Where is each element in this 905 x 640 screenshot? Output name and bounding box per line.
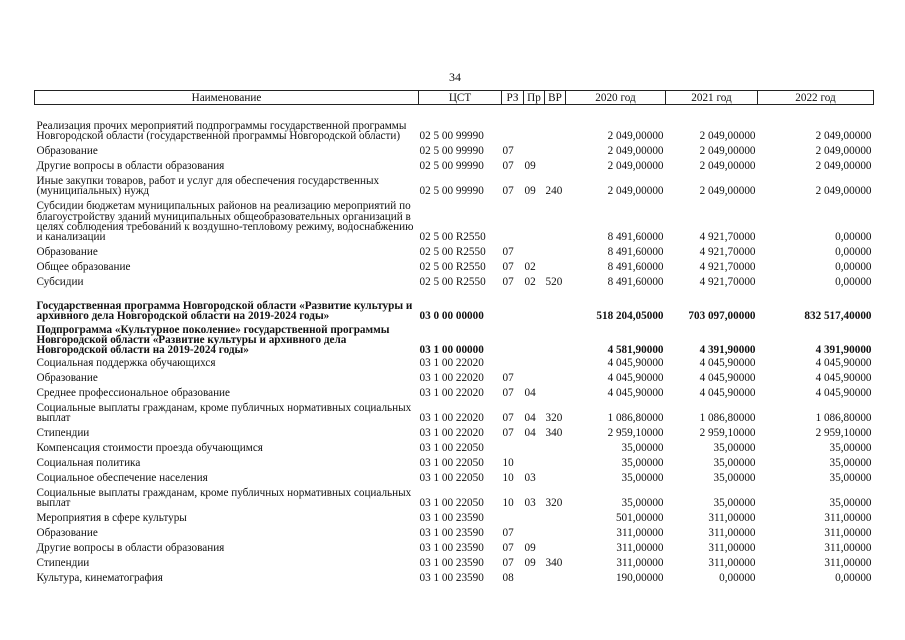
row-2020: 501,00000 [615,512,664,524]
row-vr: 340 [545,427,563,439]
row-name: Социальная поддержка обучающихся [36,357,216,370]
row-pr: 03 [524,497,536,509]
row-2022: 0,00000 [835,572,872,584]
row-2022: 0,00000 [835,261,872,273]
row-pr [524,454,545,469]
row-2020: 4 045,90000 [607,387,664,399]
row-pr: 09 [524,160,536,172]
row-cst: 03 1 00 23590 [419,542,484,554]
table-row [35,157,874,172]
row-name: Культура, кинематография [36,572,163,585]
table-row [35,469,874,484]
table-row [35,569,874,584]
row-2021: 4 921,70000 [699,276,756,288]
row-2021: 4 921,70000 [699,231,756,243]
row-rz: 07 [502,412,514,424]
row-name: Социальная политика [36,457,141,470]
table-row [35,524,874,539]
row-2022: 311,00000 [824,527,872,539]
row-vr [545,243,566,258]
row-2021: 703 097,00000 [688,310,756,322]
row-vr [545,356,566,369]
row-name: Другие вопросы в области образования [36,160,225,173]
table-row [35,356,874,369]
row-rz: 08 [502,572,514,584]
row-vr [545,439,566,454]
header-2022: 2022 год [758,91,874,105]
row-2020: 8 491,60000 [607,231,664,243]
table-row [35,243,874,258]
row-rz [502,322,524,356]
row-cst: 02 5 00 99990 [419,130,484,142]
row-name: Образование [36,372,98,385]
row-vr: 340 [545,557,563,569]
table-row [35,424,874,439]
table-row [35,554,874,569]
row-vr [545,369,566,384]
row-pr: 04 [524,412,536,424]
row-pr: 09 [524,185,536,197]
row-2020: 35,00000 [621,497,664,509]
row-vr [545,105,566,142]
row-name: Субсидии [36,276,84,289]
row-2022: 35,00000 [829,457,872,469]
table-row [35,454,874,469]
row-vr [545,469,566,484]
table-row [35,142,874,157]
row-2021: 2 049,00000 [699,130,756,142]
row-cst: 03 1 00 23590 [419,557,484,569]
row-cst: 02 5 00 R2550 [419,231,486,243]
row-2021: 4 921,70000 [699,246,756,258]
table-row [35,197,874,243]
row-2021: 4 391,90000 [699,344,756,356]
row-cst: 03 1 00 23590 [419,527,484,539]
row-2022: 0,00000 [835,276,872,288]
row-cst: 03 1 00 00000 [419,344,484,356]
row-name: Общее образование [36,261,131,274]
row-rz [502,105,524,142]
row-2022: 832 517,40000 [804,310,872,322]
row-2021: 4 921,70000 [699,261,756,273]
row-pr [524,322,545,356]
row-2022: 35,00000 [829,472,872,484]
row-2022: 4 045,90000 [815,372,872,384]
page-number: 34 [449,70,461,84]
row-2022: 1 086,80000 [815,412,872,424]
row-2022: 35,00000 [829,497,872,509]
row-2021: 4 045,90000 [699,357,756,369]
row-2022: 2 049,00000 [815,160,872,172]
row-2020: 8 491,60000 [607,276,664,288]
table-body [35,105,874,584]
row-2020: 4 581,90000 [607,344,664,356]
row-pr [524,524,545,539]
row-pr [524,569,545,584]
row-cst: 03 1 00 22050 [419,472,484,484]
row-cst: 03 1 00 22020 [419,387,484,399]
row-2020: 311,00000 [616,542,664,554]
row-vr: 320 [545,412,563,424]
budget-table [34,90,874,584]
row-2021: 311,00000 [708,512,756,524]
row-2021: 35,00000 [713,442,756,454]
row-2022: 2 049,00000 [815,145,872,157]
row-name: Мероприятия в сфере культуры [36,512,187,525]
row-name: Государственная программа Новгородской области «Развитие культуры и архивного дела Новгородской области на 2019-2024 годы» [36,299,413,323]
row-name: Образование [36,527,98,540]
row-2021: 35,00000 [713,497,756,509]
row-2022: 311,00000 [824,542,872,554]
row-vr [545,142,566,157]
row-2021: 2 049,00000 [699,145,756,157]
row-rz: 07 [502,542,514,554]
row-2020: 35,00000 [621,457,664,469]
row-2022: 0,00000 [835,246,872,258]
row-2020: 311,00000 [616,527,664,539]
row-pr: 04 [524,427,536,439]
row-cst: 03 1 00 22050 [419,497,484,509]
row-rz: 07 [502,387,514,399]
row-rz [502,288,524,322]
table-row [35,288,874,322]
row-pr [524,142,545,157]
row-name: Социальные выплаты гражданам, кроме публичных нормативных социальных выплат [36,401,412,425]
table-row [35,539,874,554]
row-cst: 02 5 00 99990 [419,185,484,197]
header-name: Наименование [35,91,419,105]
row-2020: 35,00000 [621,442,664,454]
row-2021: 311,00000 [708,557,756,569]
row-rz: 07 [502,185,514,197]
row-vr: 520 [545,276,563,288]
row-2021: 311,00000 [708,542,756,554]
row-pr [524,288,545,322]
row-vr: 320 [545,497,563,509]
row-2022: 2 959,10000 [815,427,872,439]
row-2021: 35,00000 [713,472,756,484]
row-vr [545,539,566,554]
row-rz: 07 [502,557,514,569]
table-row [35,172,874,197]
row-name: Подпрограмма «Культурное поколение» государственной программы Новгородской области «Развитие культуры и архивного дела Новгородской области на 2019-2024 годы» [36,323,390,357]
row-2020: 8 491,60000 [607,246,664,258]
header-pr: Пр [524,91,545,105]
row-2021: 2 959,10000 [699,427,756,439]
row-cst: 03 0 00 00000 [419,310,484,322]
row-2022: 0,00000 [835,231,872,243]
row-pr: 09 [524,542,536,554]
table-header-row [35,91,874,105]
row-vr [545,509,566,524]
row-rz: 07 [502,145,514,157]
row-name: Стипендии [36,557,90,570]
row-name: Социальное обеспечение населения [36,472,208,485]
row-cst: 03 1 00 22020 [419,357,484,369]
table-row [35,369,874,384]
row-name: Среднее профессиональное образование [36,387,231,400]
row-cst: 03 1 00 23590 [419,572,484,584]
row-2022: 2 049,00000 [815,130,872,142]
row-cst: 03 1 00 23590 [419,512,484,524]
row-pr: 09 [524,557,536,569]
row-vr: 240 [545,185,563,197]
header-2021: 2021 год [666,91,758,105]
row-cst: 02 5 00 R2550 [419,261,486,273]
row-2022: 4 391,90000 [815,344,872,356]
row-rz: 07 [502,372,514,384]
row-rz: 07 [502,246,514,258]
header-rz: РЗ [502,91,524,105]
row-2021: 311,00000 [708,527,756,539]
row-rz: 07 [502,427,514,439]
row-2020: 4 045,90000 [607,372,664,384]
row-cst: 02 5 00 99990 [419,160,484,172]
row-2022: 35,00000 [829,442,872,454]
row-cst: 02 5 00 99990 [419,145,484,157]
row-vr [545,454,566,469]
table-row [35,484,874,509]
row-rz: 07 [502,160,514,172]
row-2022: 2 049,00000 [815,185,872,197]
row-pr [524,439,545,454]
table-row [35,384,874,399]
row-pr [524,197,545,243]
table-row [35,439,874,454]
row-vr [545,384,566,399]
row-name: Стипендии [36,427,90,440]
row-pr [524,243,545,258]
table-row [35,258,874,273]
row-pr: 02 [524,261,536,273]
row-2020: 2 049,00000 [607,185,664,197]
row-2020: 1 086,80000 [607,412,664,424]
row-rz: 07 [502,261,514,273]
row-2021: 35,00000 [713,457,756,469]
table-row [35,273,874,288]
row-2020: 311,00000 [616,557,664,569]
row-2021: 1 086,80000 [699,412,756,424]
row-vr [545,288,566,322]
row-pr: 02 [524,276,536,288]
row-pr: 04 [524,387,536,399]
row-2021: 0,00000 [719,572,756,584]
row-rz [502,356,524,369]
row-rz [502,197,524,243]
row-name: Компенсация стоимости проезда обучающимся [36,442,263,455]
row-cst: 03 1 00 22020 [419,412,484,424]
row-2020: 2 959,10000 [607,427,664,439]
row-2020: 2 049,00000 [607,160,664,172]
row-rz: 10 [502,472,514,484]
header-vr: ВР [545,91,566,105]
header-2020: 2020 год [566,91,666,105]
row-cst: 03 1 00 22020 [419,372,484,384]
row-name: Социальные выплаты гражданам, кроме публичных нормативных социальных выплат [36,486,412,510]
row-name: Другие вопросы в области образования [36,542,225,555]
row-vr [545,524,566,539]
row-pr [524,105,545,142]
row-name: Субсидии бюджетам муниципальных районов на реализацию мероприятий по благоустройству зданий муниципальных общеобразовательных организаций в целях соблюдения требований к воздушно-тепловому режиму, водоснабжению и канализации [36,200,414,244]
row-rz: 07 [502,276,514,288]
row-2021: 2 049,00000 [699,185,756,197]
row-pr [524,356,545,369]
row-2020: 8 491,60000 [607,261,664,273]
table-row [35,509,874,524]
row-vr [545,258,566,273]
row-rz [502,509,524,524]
row-2021: 4 045,90000 [699,372,756,384]
row-2020: 2 049,00000 [607,130,664,142]
table-row [35,399,874,424]
row-cst: 03 1 00 22050 [419,442,484,454]
row-2022: 4 045,90000 [815,357,872,369]
row-rz: 10 [502,457,514,469]
row-vr [545,197,566,243]
row-cst: 03 1 00 22050 [419,457,484,469]
row-rz: 07 [502,527,514,539]
row-cst: 02 5 00 R2550 [419,246,486,258]
table-row [35,322,874,356]
row-vr [545,157,566,172]
row-2022: 311,00000 [824,512,872,524]
row-pr [524,369,545,384]
row-pr [524,509,545,524]
header-cst: ЦСТ [419,91,502,105]
row-cst: 03 1 00 22020 [419,427,484,439]
row-rz [502,439,524,454]
row-2021: 4 045,90000 [699,387,756,399]
row-2021: 2 049,00000 [699,160,756,172]
row-2020: 35,00000 [621,472,664,484]
row-name: Реализация прочих мероприятий подпрограммы государственной программы Новгородской области (государственной программы Новгородской области) [36,119,407,143]
row-2020: 2 049,00000 [607,145,664,157]
row-rz: 10 [502,497,514,509]
row-name: Иные закупки товаров, работ и услуг для обеспечения государственных (муниципальных) нужд [36,174,380,198]
row-vr [545,569,566,584]
row-name: Образование [36,246,98,259]
row-2020: 4 045,90000 [607,357,664,369]
row-2022: 311,00000 [824,557,872,569]
row-2020: 190,00000 [615,572,664,584]
table-row [35,105,874,142]
row-pr: 03 [524,472,536,484]
row-2022: 4 045,90000 [815,387,872,399]
row-2020: 518 204,05000 [596,310,664,322]
row-name: Образование [36,145,98,158]
row-vr [545,322,566,356]
row-cst: 02 5 00 R2550 [419,276,486,288]
